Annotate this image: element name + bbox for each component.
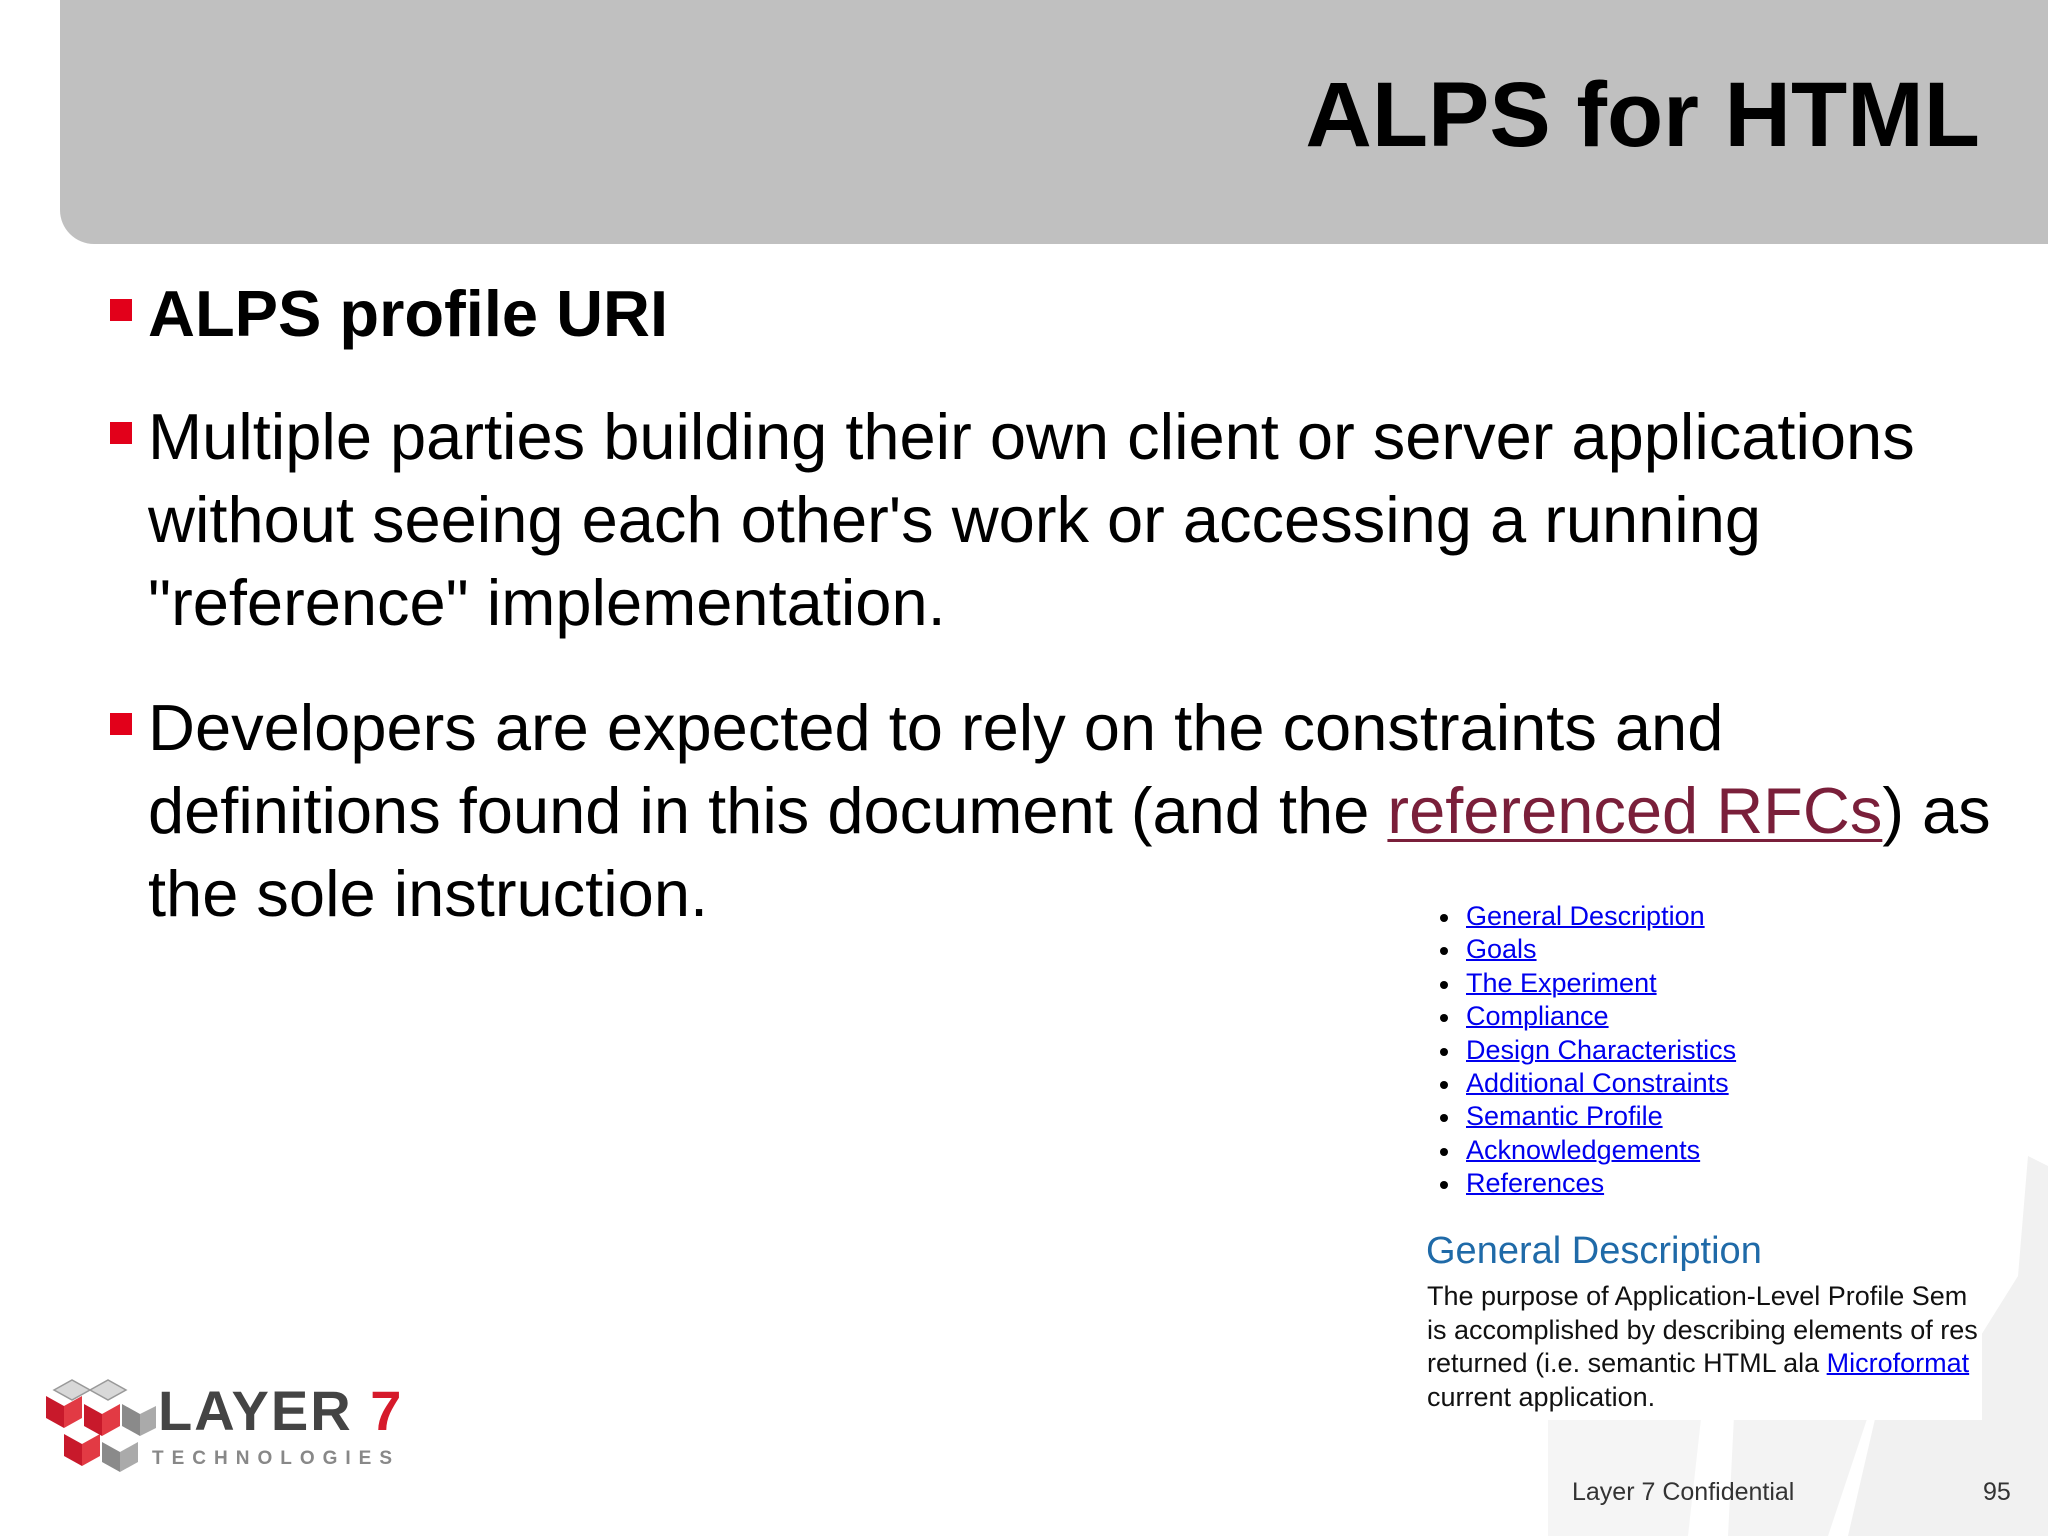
bullet-text: Multiple parties building their own client or server applications without seeing each other's work or accessing a running "reference" implementation. xyxy=(148,400,1915,639)
bullet-dot xyxy=(1440,1081,1448,1089)
bullet-list xyxy=(108,272,2008,935)
toc-link-compliance[interactable]: Compliance xyxy=(1466,1001,1609,1032)
bullet-item-1 xyxy=(108,272,2008,355)
bullet-dot xyxy=(1440,947,1448,955)
bullet-marker xyxy=(110,422,132,444)
paragraph-line-text: returned (i.e. semantic HTML ala xyxy=(1427,1348,1827,1378)
bullet-text-after: ) as the sole instruction. xyxy=(148,774,1991,930)
bullet-dot xyxy=(1440,981,1448,989)
page-number: 95 xyxy=(1983,1478,2011,1506)
footer-confidential: Layer 7 Confidential xyxy=(1572,1478,1795,1506)
logo-subtitle: TECHNOLOGIES xyxy=(152,1448,401,1469)
bullet-dot xyxy=(1440,914,1448,922)
toc-link-goals[interactable]: Goals xyxy=(1466,934,1537,965)
bullet-dot xyxy=(1440,1048,1448,1056)
toc-item xyxy=(1430,1000,1736,1033)
toc-link-acknowledgements[interactable]: Acknowledgements xyxy=(1466,1134,1701,1165)
bullet-marker xyxy=(110,299,132,321)
toc-item xyxy=(1430,933,1736,966)
bullet-item-2 xyxy=(108,395,2008,644)
slide-header xyxy=(60,0,2048,244)
section-paragraph xyxy=(1427,1280,1982,1414)
toc-link-general-description[interactable]: General Description xyxy=(1466,901,1705,931)
toc-item xyxy=(1430,900,1736,933)
toc-link-design-characteristics[interactable]: Design Characteristics xyxy=(1466,1034,1737,1065)
toc-link-references[interactable]: References xyxy=(1466,1168,1605,1199)
company-logo xyxy=(40,1368,404,1478)
bullet-dot xyxy=(1440,1181,1448,1189)
slide-title: ALPS for HTML xyxy=(1305,64,1980,166)
toc-item xyxy=(1430,967,1736,1000)
paragraph-line: current application. xyxy=(1427,1381,1656,1412)
bullet-text-before: Developers are expected to rely on the constraints and definitions found in this document (and the xyxy=(148,691,1724,847)
paragraph-line: is accomplished by describing elements of res xyxy=(1427,1314,1978,1345)
section-heading: General Description xyxy=(1426,1230,1762,1272)
bullet-text: ALPS profile URI xyxy=(148,277,669,350)
document-excerpt xyxy=(1420,890,1982,1420)
paragraph-line: The purpose of Application-Level Profile Sem xyxy=(1427,1281,1968,1311)
toc-link-additional-constraints[interactable]: Additional Constraints xyxy=(1466,1068,1729,1099)
bullet-marker xyxy=(110,713,132,735)
cube-icon xyxy=(40,1368,160,1478)
referenced-rfcs-link[interactable]: referenced RFCs xyxy=(1387,774,1883,847)
toc-link-the-experiment[interactable]: The Experiment xyxy=(1466,967,1657,998)
toc-link-semantic-profile[interactable]: Semantic Profile xyxy=(1466,1101,1663,1132)
bullet-dot xyxy=(1440,1148,1448,1156)
toc-item xyxy=(1430,1067,1736,1100)
toc-item xyxy=(1430,1034,1736,1067)
toc-item xyxy=(1430,1134,1736,1167)
toc-item xyxy=(1430,1100,1736,1133)
microformats-link[interactable]: Microformat xyxy=(1826,1348,1970,1378)
table-of-contents xyxy=(1430,900,1736,1201)
bullet-dot xyxy=(1440,1014,1448,1022)
logo-wordmark: LAYER 7 xyxy=(158,1379,404,1442)
bullet-dot xyxy=(1440,1114,1448,1122)
toc-item xyxy=(1430,1167,1736,1200)
paragraph-line xyxy=(1427,1347,1982,1381)
